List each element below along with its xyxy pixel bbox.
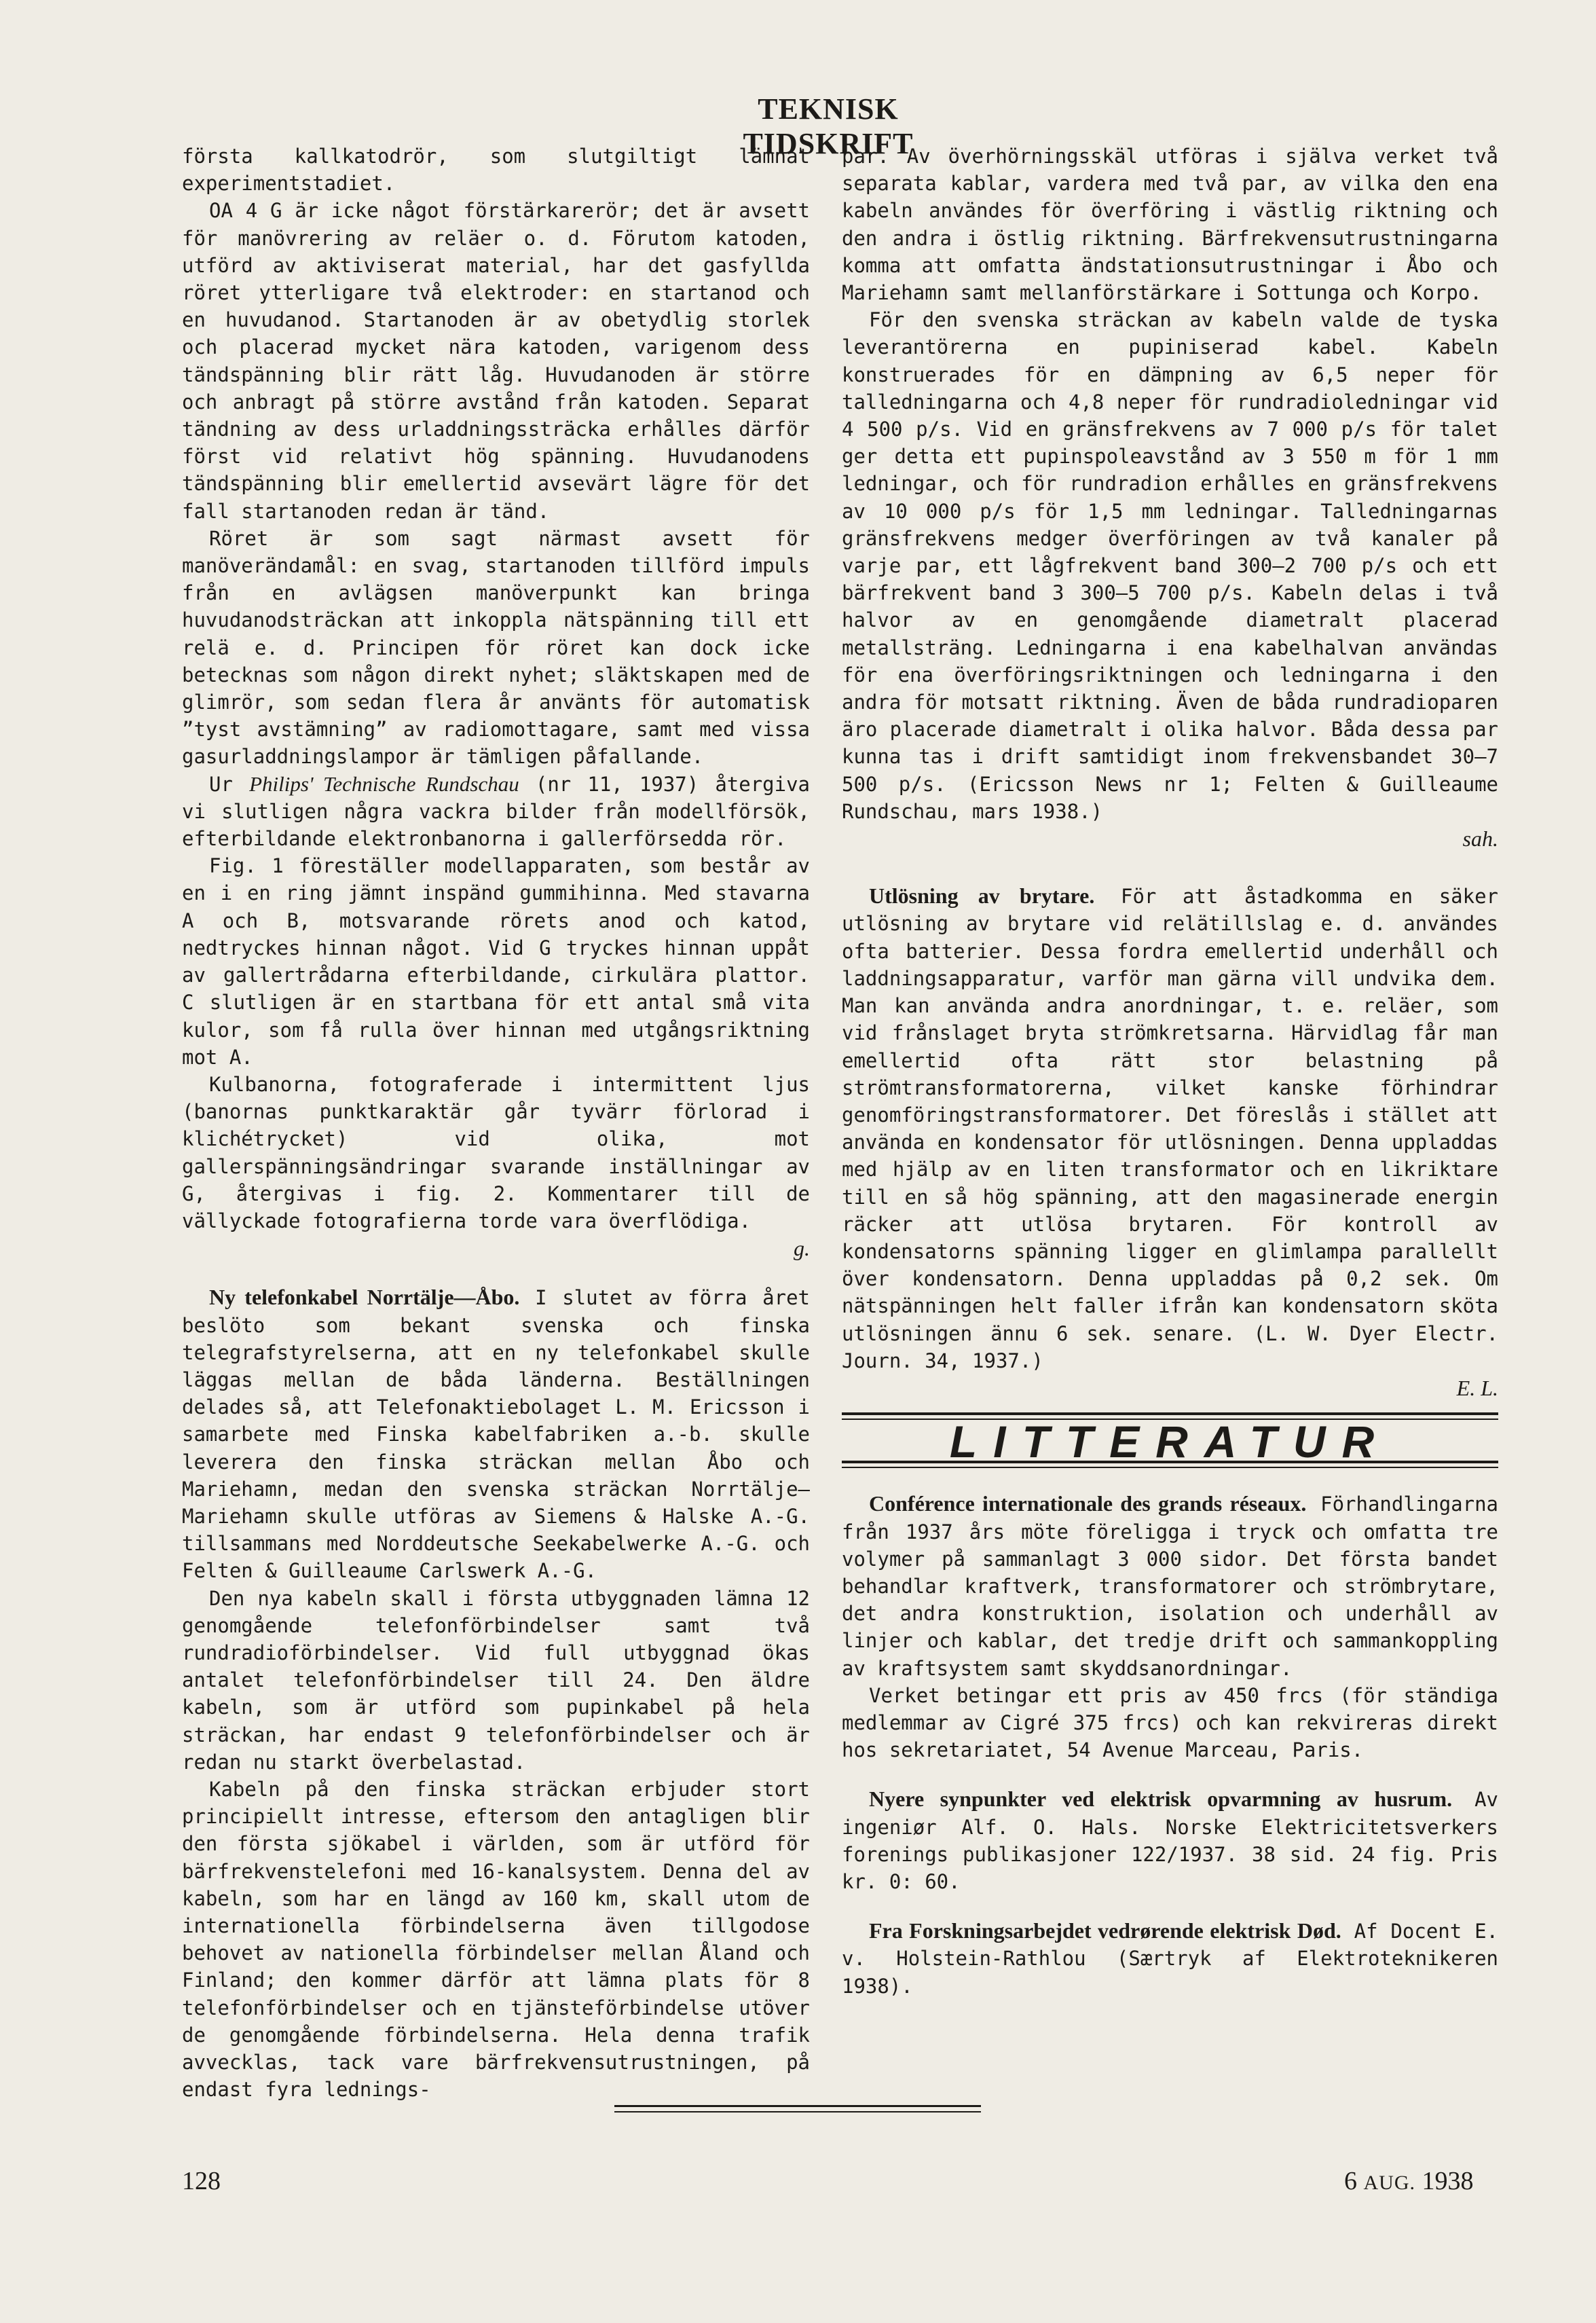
entry-heading: Fra Forskningsarbejdet vedrørende elektrisk Død. xyxy=(869,1918,1341,1943)
paragraph: par. Av överhörningsskäl utföras i själva verket två separata kablar, vardera med två par, av vilka den ena kabeln användes för överföring i västlig riktning och den andra i östlig riktning. Bärfrekvensutrustningarna komma att omfatta ändstationsutrustningar i Åbo och Mariehamn samt mellanförstärkare i Sottunga och Korpo. xyxy=(842,145,1498,305)
source-title: Philips' Technische Rundschau xyxy=(249,771,519,796)
text-run: Ur xyxy=(209,772,250,796)
paragraph-ur-philips xyxy=(182,771,810,853)
article-utlosning xyxy=(842,882,1498,1374)
paragraph: Kabeln på den finska sträckan erbjuder stort principiellt intresse, eftersom den antagligen blir den första sjökabel i världen, som är utförd för bärfrekvenstelefoni med 16-kanalsystem. Denna del av kabeln, som har en längd av 160 km, skall utom de internationella förbindelserna även tillgodose behovet av nationella förbindelser mellan Åland och Finland; den kommer därför att lämna plats för 8 telefonförbindelser och en tjänsteförbindelse utöver de genomgående förbindelserna. Hela denna trafik avvecklas, tack vare bärfrekvensutrustningen, på endast fyra lednings- xyxy=(182,1777,810,2102)
entry-text: Av ingeniør Alf. O. Hals. Norske Elektricitetsverkers forenings publikasjoner 122/1937. 38 sid. 24 fig. Pris kr. 0: 60. xyxy=(842,1788,1498,1893)
paragraph: Kulbanorna, fotograferade i intermittent ljus (banornas punktkaraktär går tyvärr förlorad i klichétrycket) vid olika, mot gallerspänningsändringar svarande inställningar av G, återgivas i fig. 2. Kommentarer till de vällyckade fotografierna torde vara överflödiga. xyxy=(182,1072,810,1232)
literature-entry xyxy=(842,1917,1498,2000)
left-column xyxy=(182,143,810,2103)
journal-masthead: TEKNISK TIDSKRIFT xyxy=(743,92,914,160)
author-signature: E. L. xyxy=(1456,1375,1498,1400)
divider xyxy=(842,1412,1498,1415)
right-column xyxy=(842,143,1498,2000)
litteratur-header xyxy=(842,1412,1498,1468)
entry-heading: Nyere synpunkter ved elektrisk opvarmning av husrum. xyxy=(869,1787,1453,1812)
author-signature: g. xyxy=(794,1236,810,1261)
paragraph: OA 4 G är icke något förstärkarerör; det är avsett för manövrering av reläer o. d. Förutom katoden, utförd av aktiviserat material, har det gasfyllda röret ytterligare två elektroder: en startanod och en huvudanod. Startanoden är av obetydlig storlek och placerad mycket nära katoden, varigenom dess tändspänning blir rätt låg. Huvudanoden är större och anbragt på större avstånd från katoden. Separat tändning av dess urladdningssträcka erhålles därför först vid relativt hög spänning. Huvudanodens tändspänning blir emellertid avsevärt lägre för det fall startanoden redan är tänd. xyxy=(182,199,810,523)
entry-heading: Conférence internationale des grands réseaux. xyxy=(869,1491,1307,1516)
page-number: 128 xyxy=(182,2167,221,2195)
entry-text: Af Docent E. v. Holstein-Rathlou (Særtryk af Elektroteknikeren 1938). xyxy=(842,1920,1499,1998)
article-heading: Ny telefonkabel Norrtälje—Åbo. xyxy=(209,1285,520,1310)
paragraph: Fig. 1 föreställer modellapparaten, som består av en i en ring jämnt inspänd gummihinna. Med stavarna A och B, motsvarande rörets anod och katod, nedtryckes hinnan något. Vid G tryckes hinnan uppåt av gallertrådarna efterbildande, cirkulära plattor. C slutligen är en startbana för ett antal små vita kulor, som få rulla över hinnan med utgångsriktning mot A. xyxy=(182,854,810,1069)
paragraph: För den svenska sträckan av kabeln valde de tyska leverantörerna en pupiniserad kabel. Kabeln konstruerades för en dämpning av 6,5 neper för talledningarna och 4,8 neper för rundradioledningar vid 4 500 p/s. Vid en gränsfrekvens av 7 000 p/s för talet ger detta ett pupinspoleavstånd av 3 550 m för 1 mm ledningar, och för rundradion erhålles en gränsfrekvens av 10 000 p/s för 1,5 mm ledningar. Talledningarnas gränsfrekvens medger överföringen av två kanaler på varje par, ett lågfrekvent band 300—2 700 p/s och ett bärfrekvent band 3 300—5 700 p/s. Kabeln delas i två halvor av en genomgående diametralt placerad metallsträng. Ledningarna i ena kabelhalvan användas för ena överföringsriktningen och ledningarna i den andra för motsatt riktning. Även de båda rundradioparen äro placerade diametralt i olika halvor. Båda dessa par kunna tas i drift samtidigt inom frekvensbandet 30—7 500 p/s. (Ericsson News nr 1; Felten & Guilleaume Rundschau, mars 1938.) xyxy=(842,308,1498,823)
divider xyxy=(614,2105,981,2107)
article-telefonkabel xyxy=(182,1283,810,1584)
date-day: 6 xyxy=(1344,2167,1357,2195)
issue-date xyxy=(1344,2166,1474,2196)
paragraph: Verket betingar ett pris av 450 frcs (för ständiga medlemmar av Cigré 375 frcs) och kan rekvireras direkt hos sekretariatet, 54 Avenue Marceau, Paris. xyxy=(842,1683,1498,1762)
entry-text: Förhandlingarna från 1937 års möte föreligga i tryck och omfatta tre volymer på sammanlagt 3 000 sidor. Det första bandet behandlar kraftverk, transformatorer och strömbrytare, det andra konstruktion, isolation och underhåll av linjer och kablar, det tredje drift och sammankoppling av kraftsystem samt skyddsanordningar. xyxy=(842,1493,1499,1680)
article-heading: Utlösning av brytare. xyxy=(869,883,1095,909)
paragraph: första kallkatodrör, som slutgiltigt lämnat experimentstadiet. xyxy=(182,145,810,196)
divider xyxy=(614,2111,981,2112)
article-text: För att åstadkomma en säker utlösning av brytare vid relätillslag e. d. användes ofta batterier. Dessa fordra emellertid underhåll och laddningsapparatur, varför man gärna vill undvika dem. Man kan använda andra anordningar, t. e. reläer, som vid frånslaget bryta strömkretsarna. Härvidlag får man emellertid ofta rätt stor belastning på strömtransformatorerna, vilket kanske förhindrar genomföringstransformatorer. Det föreslås i stället att använda en kondensator för utlösningen. Denna uppladdas med hjälp av en liten transformator och en likriktare till en så hög spänning, att den magasinerade energin räcker att utlösa brytaren. För kontroll av kondensatorns spänning ligger en glimlampa parallellt över kondensatorn. Denna uppladdas på 0,2 sek. Om nätspänningen helt faller ifrån kan kondensatorn sköta utlösningen ännu 6 sek. senare. (L. W. Dyer Electr. Journ. 34, 1937.) xyxy=(842,885,1499,1372)
author-signature: sah. xyxy=(1462,826,1498,852)
date-year: 1938 xyxy=(1422,2167,1474,2195)
paragraph: Den nya kabeln skall i första utbyggnaden lämna 12 genomgående telefonförbindelser samt två rundradioförbindelser. Vid full utbyggnad ökas antalet telefonförbindelser till 24. Den äldre kabeln, som är utförd som pupinkabel på hela sträckan, har endast 9 telefonförbindelser och är redan nu starkt överbelastad. xyxy=(182,1586,810,1774)
text-run: (nr 11, 1937) återgiva vi slutligen några vackra bilder från modellförsök, efterbildande elektronbanorna i gallerförsedda rör. xyxy=(182,772,810,851)
article-lead: I slutet av förra året beslöto som bekant svenska och finska telegrafstyrelserna, att en ny telefonkabel skulle läggas mellan de båda länderna. Beställningen delades så, att Telefonaktiebolaget L. M. Ericsson i samarbete med Finska kabelfabriken a.-b. skulle leverera den finska sträckan mellan Åbo och Mariehamn, medan den svenska sträckan Norrtälje—Mariehamn skulle utföras av Siemens & Halske A.-G. tillsammans med Norddeutsche Seekabelwerke A.-G. och Felten & Guilleaume Carlswerk A.-G. xyxy=(182,1286,810,1583)
date-month: AUG. xyxy=(1363,2172,1415,2194)
literature-entry xyxy=(842,1490,1498,1681)
section-title: LITTERATUR xyxy=(949,1416,1391,1467)
paragraph: Röret är som sagt närmast avsett för manöverändamål: en svag, startanoden tillförd impuls från en avlägsen manöverpunkt kan bringa huvudanodsträckan att inkoppla nätspänning till ett relä e. d. Principen för röret kan dock icke betecknas som någon direkt nyhet; släktskapen med de glimrör, som sedan flera år använts för automatisk ”tyst avstämning” av radiomottagare, samt med vissa gasurladdningslampor är tämligen påfallande. xyxy=(182,526,810,769)
end-rules xyxy=(614,2105,981,2112)
literature-entry xyxy=(842,1785,1498,1895)
